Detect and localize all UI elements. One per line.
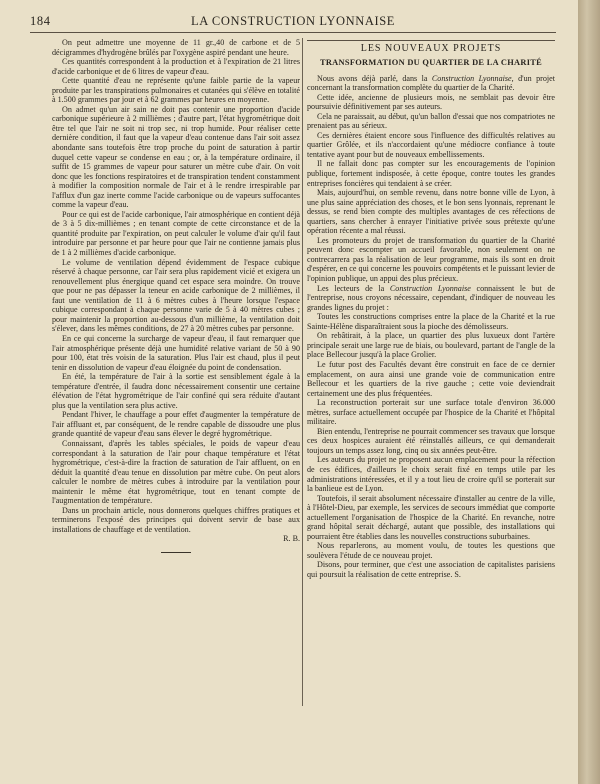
right-paragraph: Toutefois, il serait absolument nécessaire d'installer au centre de la ville, à l'Hôtel-Dieu, par exemple, les services de secours immédiat que comporte actuellement l'organisation de l'hospice de la Charité. En revanche, notre grand hôpital serait déchargé, autant que possible, des installations qui pourraient être établies dans les nouvelles constructions suburbaines. (307, 493, 555, 541)
journal-title: LA CONSTRUCTION LYONNAISE (190, 14, 396, 28)
right-column (307, 58, 555, 580)
right-paragraph: La reconstruction porterait sur une surface totale d'environ 36.000 mètres, surface actuellement occupée par l'hospice de la Charité et l'hôpital militaire. (307, 398, 555, 427)
left-paragraph: Dans un prochain article, nous donnerons quelques chiffres pratiques et terminerons l'exposé des principes qui doivent servir de base aux installations de chauffage et de ventilation. (52, 505, 300, 534)
right-paragraph: Le futur post des Facultés devant être construit en face de ce dernier emplacement, on aura ainsi une grande voie de communication entre Bellecour et les quartiers de la rive gauche ; cette voie deviendrait certainement une des plus fréquentées. (307, 359, 555, 398)
right-paragraph: Disons, pour terminer, que c'est une association de capitalistes parisiens qui poursuit la réalisation de cette entreprise. S. (307, 560, 555, 579)
section-top-rule (307, 40, 555, 41)
left-paragraph: En ce qui concerne la surcharge de vapeur d'eau, il faut remarquer que l'air atmosphérique présente déjà une humidité relative variant de 50 à 90 pour 100, état très voisin de la saturation. Plus l'air est chaud, plus il peut tenir en dissolution de vapeur d'eau éloignée du point de condensation. (52, 333, 300, 372)
left-paragraph: On admet qu'un air sain ne doit pas contenir une proportion d'acide carbonique supérieure à 2 millièmes ; d'autre part, l'état hygrométrique doit être tel que l'air ne soit ni trop sec, ni trop humide. Pour réaliser cette dernière condition, il faut que la vapeur d'eau contenue dans l'air soit assez abondante sans toutefois être trop proche du point de saturation à partir duquel cette vapeur se condense en eau ; or, à la température ordinaire, il suffit de 15 grammes de vapeur pour saturer un mètre cube d'air. On voit donc que les fonctions respiratoires et de transpiration tendent constamment à modifier la composition normale de l'air et à le rendre irrespirable par l'afflux d'un gaz inerte comme l'acide carbonique ou de vapeurs suffocantes comme la vapeur d'eau. (52, 104, 300, 210)
right-paragraph: Nous avons déjà parlé, dans la Construction Lyonnaise, d'un projet concernant la transformation complète du quartier de la Charité. (307, 73, 555, 93)
header-rule (30, 32, 556, 33)
right-paragraph: Ces dernières étaient encore sous l'influence des difficultés relatives au quartier Grôlée, et ils n'accordaient qu'une médiocre confiance à toute tentative ayant pour but de nouveaux embellissements. (307, 130, 555, 159)
end-dash (161, 552, 191, 553)
right-paragraph: Cette idée, ancienne de plusieurs mois, ne semblait pas devoir être poursuivie définitivement par ses auteurs. (307, 92, 555, 112)
right-paragraph: Les promoteurs du projet de transformation du quartier de la Charité peuvent donc escompter un accueil favorable, non seulement on ne contrecarrera pas la réalisation de leur programme, mais ils sont en droit d'espérer, en ce qui concerne les pouvoirs compétents et le puissant levier de l'opinion publique, un appui des plus précieux. (307, 235, 555, 284)
article-title: TRANSFORMATION DU QUARTIER DE LA CHARITÉ (319, 58, 543, 67)
left-paragraph: Pour ce qui est de l'acide carbonique, l'air atmosphérique en contient déjà de 3 à 5 dix-millièmes ; en tenant compte de cette circonstance et de la quantité produite par l'expiration, on peut calculer le volume d'air qu'il faut introduire par personne et par heure pour que l'air ne contienne jamais plus de 1 à 2 millièmes d'acide carbonique. (52, 209, 300, 258)
section-heading-block (307, 40, 555, 56)
article-signature: R. B. (283, 534, 300, 544)
right-paragraph: Il ne fallait donc pas compter sur les encouragements de l'opinion publique, fortement indisposée, à cette époque, contre toutes les grandes entreprises foncières qui tendaient à se créer. (307, 159, 555, 188)
left-paragraph: Ces quantités correspondent à la production et à l'expiration de 21 litres d'acide carbonique et de 6 litres de vapeur d'eau. (52, 57, 300, 76)
left-paragraph: En été, la température de l'air à la sortie est sensiblement égale à la température d'entrée, il faudra donc nécessairement consentir une certaine élévation de l'état hygrométrique de l'air confiné qui sera réduite d'autant plus que la ventilation sera plus active. (52, 372, 300, 410)
left-paragraph: Le volume de ventilation dépend évidemment de l'espace cubique réservé à chaque personne, car l'air sera plus rapidement vicié et exigera un renouvellement plus énergique quand cet espace sera moindre. On trouve que pour ne pas dépasser la teneur en acide carbonique de 2 millièmes, il faut une ventilation de 11 à 6 mètres cubes à l'heure lorsque l'espace cubique correspondant à chaque personne varie de 5 à 40 mètres cubes ; pour maintenir la proportion au-dessous d'un millième, la ventilation doit s'élever, dans les mêmes conditions, de 27 à 20 mètres cubes par personne. (52, 257, 300, 334)
left-column (52, 38, 300, 553)
right-paragraph: On rebâtirait, à la place, un quartier des plus luxueux dont l'artère principale serait une large rue de biais, ou boulevard, partant de l'angle de la place Bellecour jusqu'à la place Grolier. (307, 331, 555, 360)
right-paragraph: Nous reparlerons, au moment voulu, de toutes les questions que soulèvera l'étude de ce nouveau projet. (307, 541, 555, 560)
column-divider (302, 38, 303, 706)
right-paragraph: Toutes les constructions comprises entre la place de la Charité et la rue Sainte-Hélène disparaîtraient sous la pioche des démolisseurs. (307, 312, 555, 331)
right-paragraph: Cela ne paraissait, au début, qu'un ballon d'essai que nos compatriotes ne prenaient pas au sérieux. (307, 111, 555, 131)
left-paragraph: Cette quantité d'eau ne représente qu'une faible partie de la vapeur produite par les transpirations pulmonaires et cutanées qui s'élève en totalité à 1.500 grammes par jour et à 62 grammes par heures en moyenne. (52, 76, 300, 105)
right-paragraph: Les auteurs du projet ne proposent aucun emplacement pour la réfection de ces édifices, d'ailleurs le choix serait fixé en temps utile par les administrations intéressées, et il y a tout lieu de croire qu'il se porterait sur la banlieue est de Lyon. (307, 455, 555, 494)
right-paragraph: Bien entendu, l'entreprise ne pourrait commencer ses travaux que lorsque ces deux hospices auraient été réinstallés ailleurs, ce qui demanderait toujours un temps assez long, cinq ou six années peut-être. (307, 426, 555, 455)
section-heading: LES NOUVEAUX PROJETS (360, 43, 502, 54)
page-number: 184 (30, 14, 51, 28)
left-paragraph: Pendant l'hiver, le chauffage a pour effet d'augmenter la température de l'air affluant et, par conséquent, de le rendre capable de dissoudre une plus grande quantité de vapeur d'eau sans élever le degré hygrométrique. (52, 410, 300, 439)
right-paragraph: Les lecteurs de la Construction Lyonnaise connaissent le but de l'entreprise, nous croyons nécessaire, cependant, d'indiquer de nouveau les grandes lignes du projet : (307, 283, 556, 312)
left-paragraph: Connaissant, d'après les tables spéciales, le poids de vapeur d'eau correspondant à la saturation de l'air pour chaque température et l'état hygrométrique, c'est-à-dire la fraction de saturation de l'air affluent, on en déduit la quantité d'eau tenue en dissolution par mètre cube. On peut alors calculer le nombre de mètres cubes à introduire par la ventilation pour maintenir le même état hygrométrique, tout en tenant compte de l'augmentation de température. (52, 438, 300, 506)
right-paragraph: Mais, aujourd'hui, on semble revenu, dans notre bonne ville de Lyon, à une plus saine appréciation des choses, et le bon sens lyonnais, reprenant le dessus, se rend bien compte des multiples avantages de ces réfections de quartiers, sans chercher à enrayer l'initiative privée sous prétexte qu'une opération récente a mal réussi. (307, 188, 555, 236)
page-edge (578, 0, 600, 784)
left-paragraph: On peut admettre une moyenne de 11 gr.,40 de carbone et de 5 décigrammes d'hydrogène brûlés par l'oxygène aspiré pendant une heure. (52, 38, 300, 57)
page-header (30, 14, 556, 30)
